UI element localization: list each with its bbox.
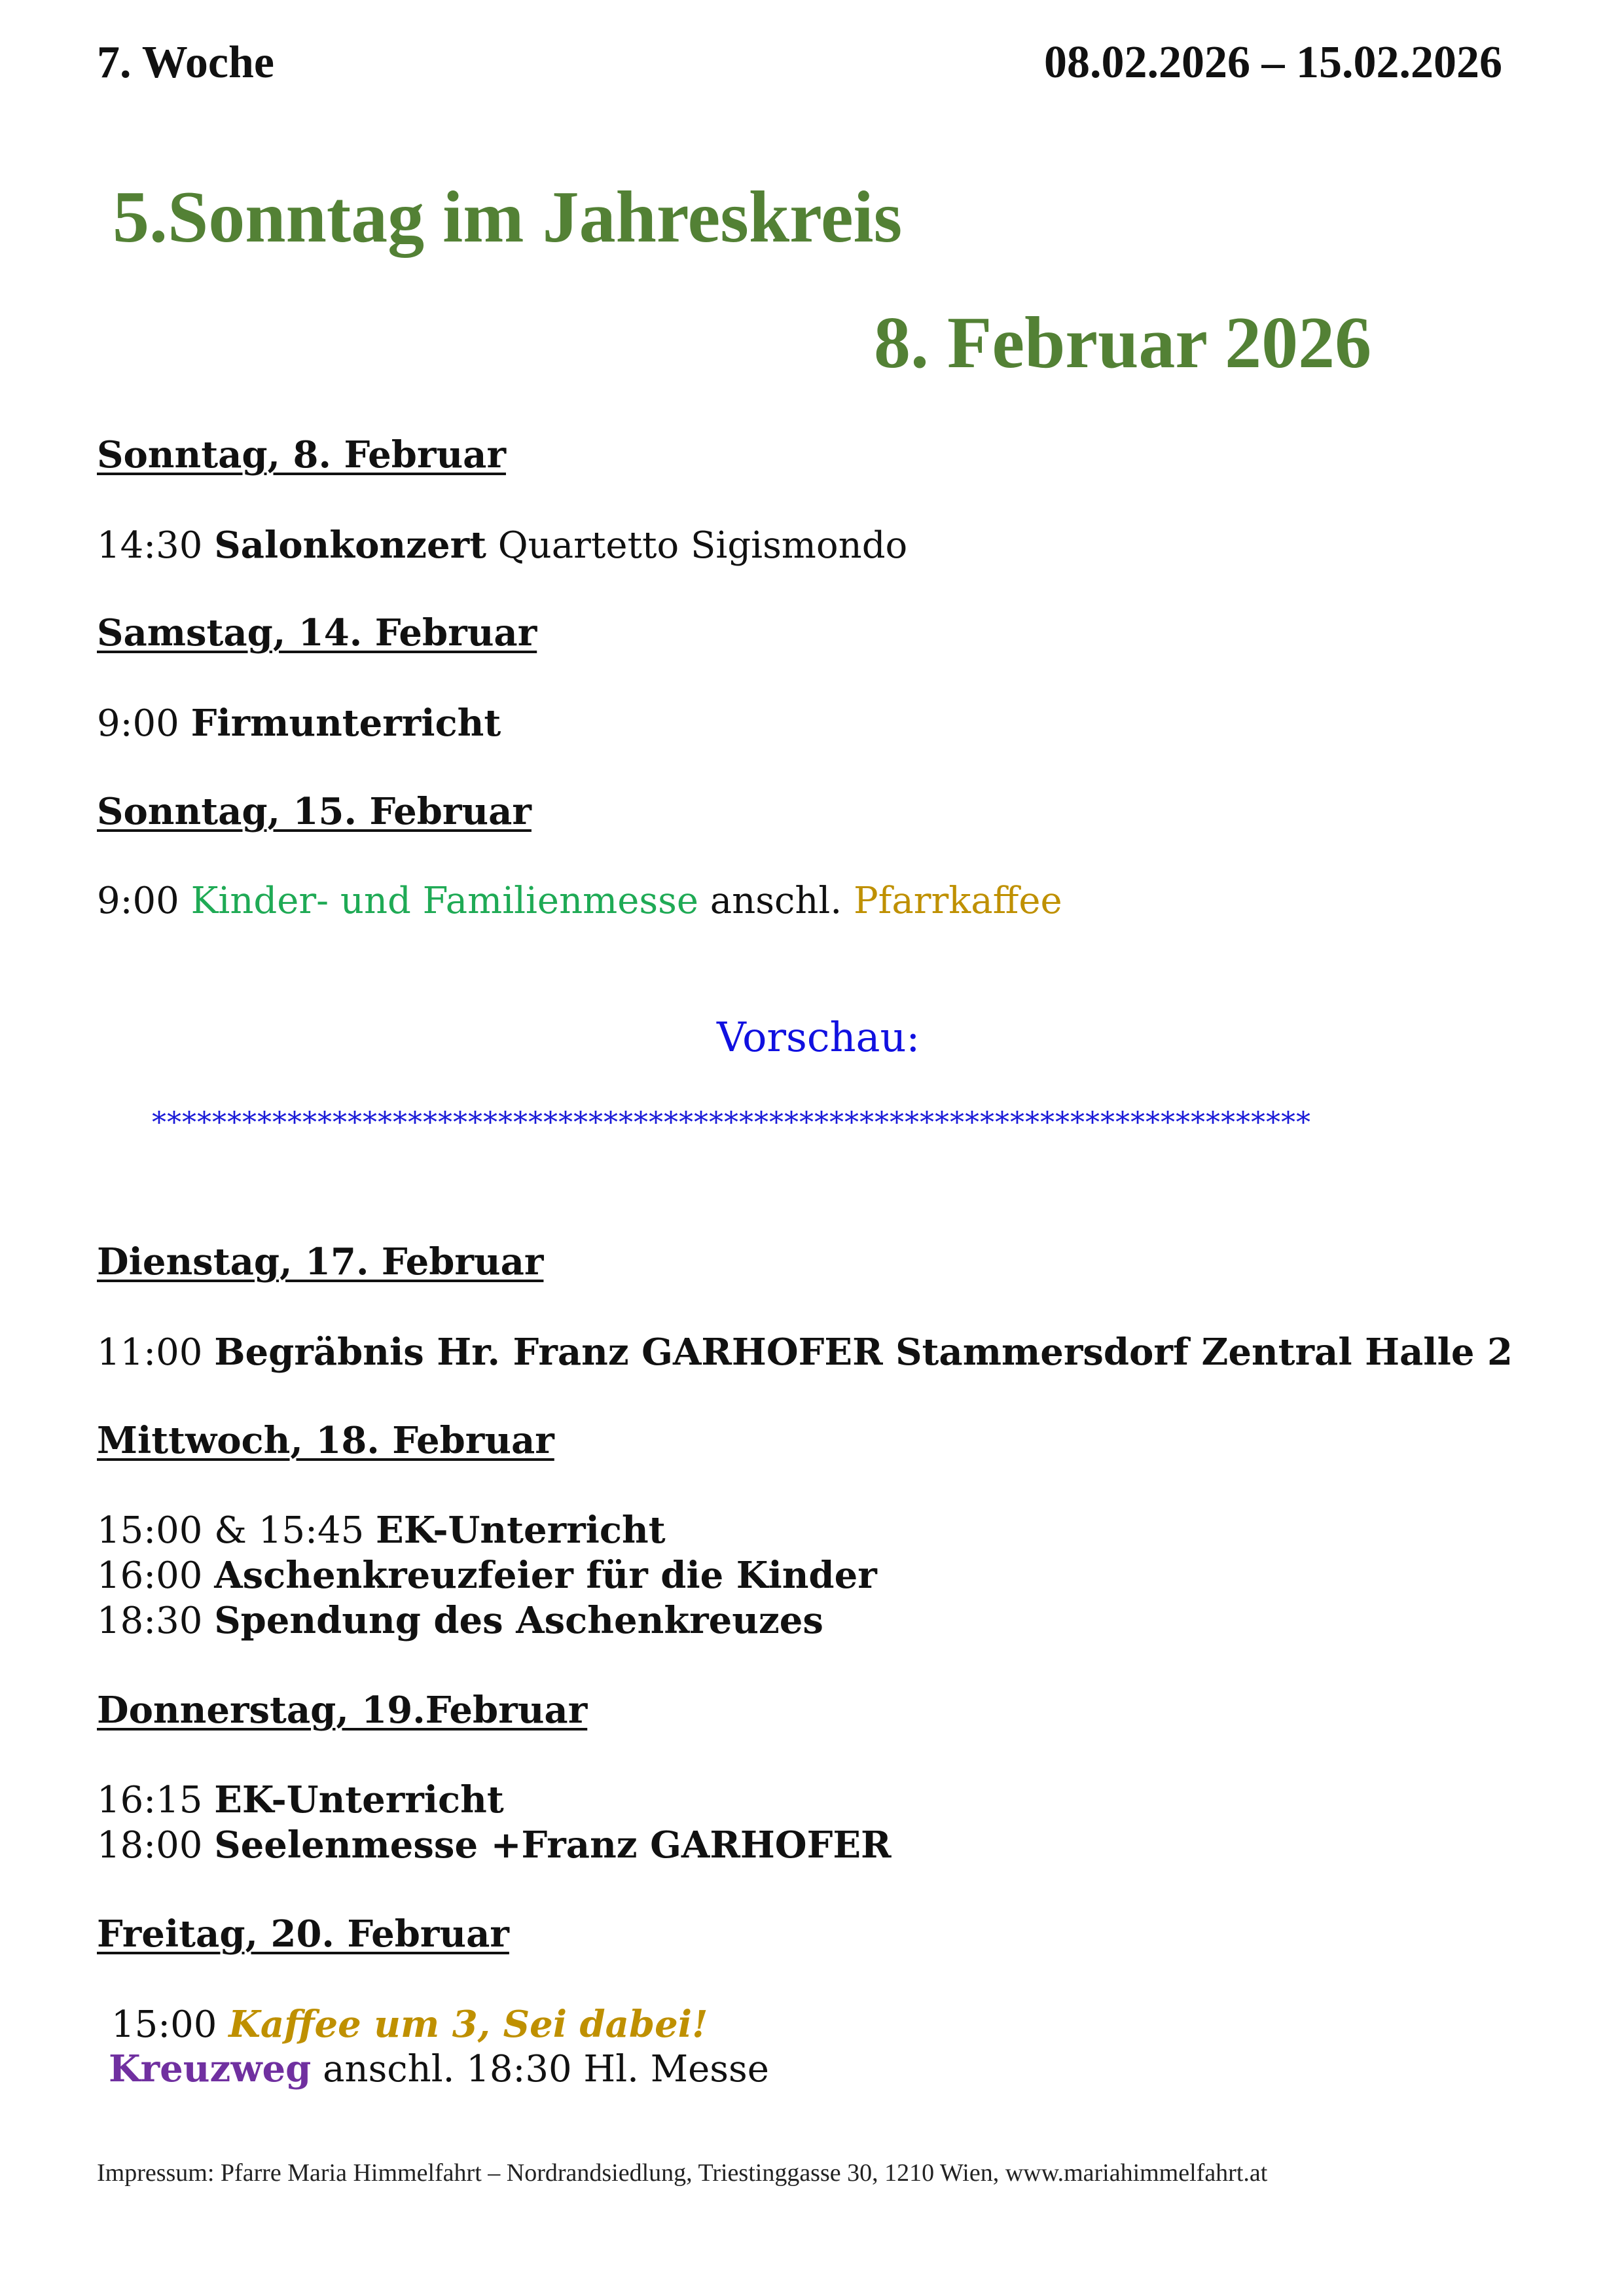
event-title: Kreuzweg — [109, 2047, 312, 2090]
day-heading-friday-20: Freitag, 20. Februar — [97, 1912, 509, 1956]
event-time: 15:00 — [111, 2003, 217, 2046]
event-line-begraebnis — [97, 1331, 1513, 1374]
event-detail: Quartetto Sigismondo — [486, 524, 908, 567]
event-title: Seelenmesse +Franz GARHOFER — [214, 1823, 892, 1867]
day-heading-thursday-19: Donnerstag, 19.Februar — [97, 1689, 588, 1732]
week-number: 7. Woche — [97, 37, 274, 88]
page-subtitle-date: 8. Februar 2026 — [874, 302, 1372, 384]
event-title: Begräbnis Hr. Franz GARHOFER Stammersdorf Zentral Halle 2 — [214, 1331, 1513, 1374]
event-line-ek-unterricht-thu — [97, 1778, 504, 1821]
day-heading-tuesday-17: Dienstag, 17. Februar — [97, 1240, 544, 1283]
separator-stars: ***************************************************************************** — [152, 1106, 1311, 1139]
event-line-kaffee — [111, 2003, 708, 2046]
event-line-aschenkreuzfeier — [97, 1554, 877, 1597]
day-heading-saturday-14: Samstag, 14. Februar — [97, 611, 537, 655]
event-time: 9:00 — [97, 880, 179, 922]
event-time: 18:30 — [97, 1600, 203, 1642]
event-line-salonkonzert — [97, 524, 907, 567]
event-time: 16:15 — [97, 1779, 203, 1821]
event-time: 11:00 — [97, 1331, 203, 1374]
event-line-aschenkreuz-spendung — [97, 1599, 823, 1642]
event-title: Salonkonzert — [214, 524, 486, 567]
event-extra: Pfarrkaffee — [853, 880, 1062, 922]
event-line-kreuzweg — [109, 2047, 769, 2090]
date-range: 08.02.2026 – 15.02.2026 — [1044, 37, 1502, 88]
event-line-seelenmesse — [97, 1823, 892, 1867]
day-heading-wednesday-18: Mittwoch, 18. Februar — [97, 1419, 554, 1462]
event-title: EK-Unterricht — [376, 1509, 666, 1552]
event-time: 9:00 — [97, 702, 179, 745]
event-detail: anschl. 18:30 Hl. Messe — [311, 2048, 769, 2090]
event-time: 15:00 & 15:45 — [97, 1509, 365, 1552]
event-time: 16:00 — [97, 1554, 203, 1597]
event-title: Kaffee um 3, Sei dabei! — [228, 2003, 708, 2046]
event-title: EK-Unterricht — [214, 1778, 504, 1821]
event-title: Spendung des Aschenkreuzes — [214, 1599, 823, 1642]
event-title: Aschenkreuzfeier für die Kinder — [214, 1554, 877, 1597]
impressum: Impressum: Pfarre Maria Himmelfahrt – Nordrandsiedlung, Triestinggasse 30, 1210 Wien, www.mariahimmelfahrt.at — [97, 2159, 1268, 2187]
event-title: Kinder- und Familienmesse — [190, 880, 698, 922]
event-time: 18:00 — [97, 1824, 203, 1867]
event-title: Firmunterricht — [190, 702, 501, 745]
day-heading-sunday-15: Sonntag, 15. Februar — [97, 790, 532, 833]
event-connector: anschl. — [698, 880, 854, 922]
event-line-ek-unterricht — [97, 1509, 666, 1552]
event-line-firmunterricht — [97, 702, 501, 745]
day-heading-sunday-8: Sonntag, 8. Februar — [97, 433, 506, 476]
preview-heading: Vorschau: — [717, 1013, 920, 1061]
event-time: 14:30 — [97, 524, 203, 567]
event-line-familienmesse — [97, 880, 1062, 922]
page-title: 5.Sonntag im Jahreskreis — [113, 177, 903, 258]
